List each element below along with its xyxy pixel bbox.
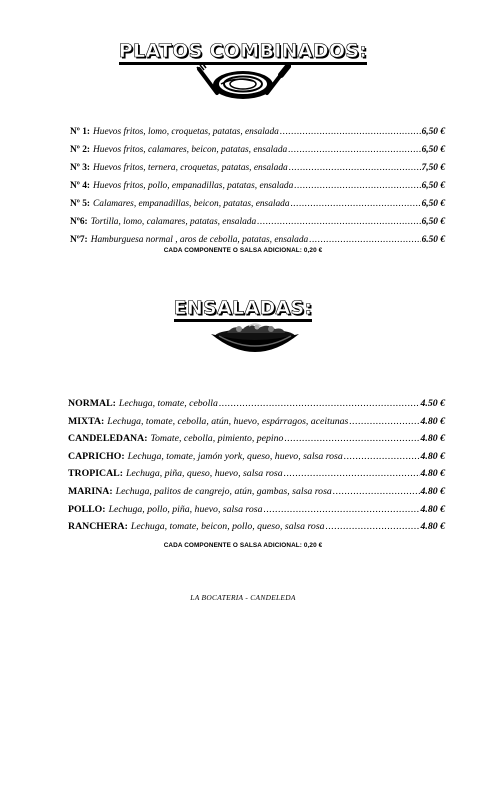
extra-charge-note: CADA COMPONENTE O SALSA ADICIONAL: 0,20 € [163, 247, 323, 254]
menu-item: Nº7: Hamburguesa normal , aros de cebolla, patatas, ensalada ..... 6.50 € [70, 231, 445, 249]
salad-bowl-icon [205, 320, 305, 367]
menu-item: Nº 1: Huevos fritos, lomo, croquetas, patatas, ensalada ..... 6,50 € [70, 123, 445, 141]
footer-restaurant-name: LA BOCATERIA - CANDELEDA [190, 593, 296, 602]
menu-item: NORMAL: Lechuga, tomate, cebolla ..... 4.50 € [68, 395, 445, 413]
extra-charge-note: CADA COMPONENTE O SALSA ADICIONAL: 0,20 € [163, 542, 323, 549]
menu-item: Nº 4: Huevos fritos, pollo, empanadillas, patatas, ensalada ..... 6,50 € [70, 177, 445, 195]
menu-item: RANCHERA: Lechuga, tomate, beicon, pollo, queso, salsa rosa ..... 4.80 € [68, 518, 445, 536]
platos-combinados-list [70, 123, 445, 249]
ensaladas-list [68, 395, 445, 536]
menu-item: Nº6: Tortilla, lomo, calamares, patatas, ensalada ..... 6,50 € [70, 213, 445, 231]
menu-item: MIXTA: Lechuga, tomate, cebolla, atún, huevo, espárragos, aceitunas ..... 4.80 € [68, 413, 445, 431]
menu-item: POLLO: Lechuga, pollo, piña, huevo, salsa rosa ..... 4.80 € [68, 501, 445, 519]
section-title-ensaladas: ENSALADAS: [0, 297, 486, 319]
menu-item: Nº 2: Huevos fritos, calamares, beicon, patatas, ensalada ..... 6,50 € [70, 141, 445, 159]
menu-item: CAPRICHO: Lechuga, tomate, jamón york, queso, huevo, salsa rosa ..... 4.80 € [68, 448, 445, 466]
section-title-platos-combinados: PLATOS COMBINADOS: [0, 40, 486, 62]
menu-item: MARINA: Lechuga, palitos de cangrejo, atún, gambas, salsa rosa ..... 4.80 € [68, 483, 445, 501]
menu-item: TROPICAL: Lechuga, piña, queso, huevo, salsa rosa ..... 4.80 € [68, 465, 445, 483]
menu-item: Nº 5: Calamares, empanadillas, beicon, patatas, ensalada ..... 6,50 € [70, 195, 445, 213]
menu-item: CANDELEDANA: Tomate, cebolla, pimiento, pepino ..... 4.80 € [68, 430, 445, 448]
menu-item: Nº 3: Huevos fritos, ternera, croquetas, patatas, ensalada ..... 7,50 € [70, 159, 445, 177]
plate-fork-knife-icon [195, 63, 291, 108]
